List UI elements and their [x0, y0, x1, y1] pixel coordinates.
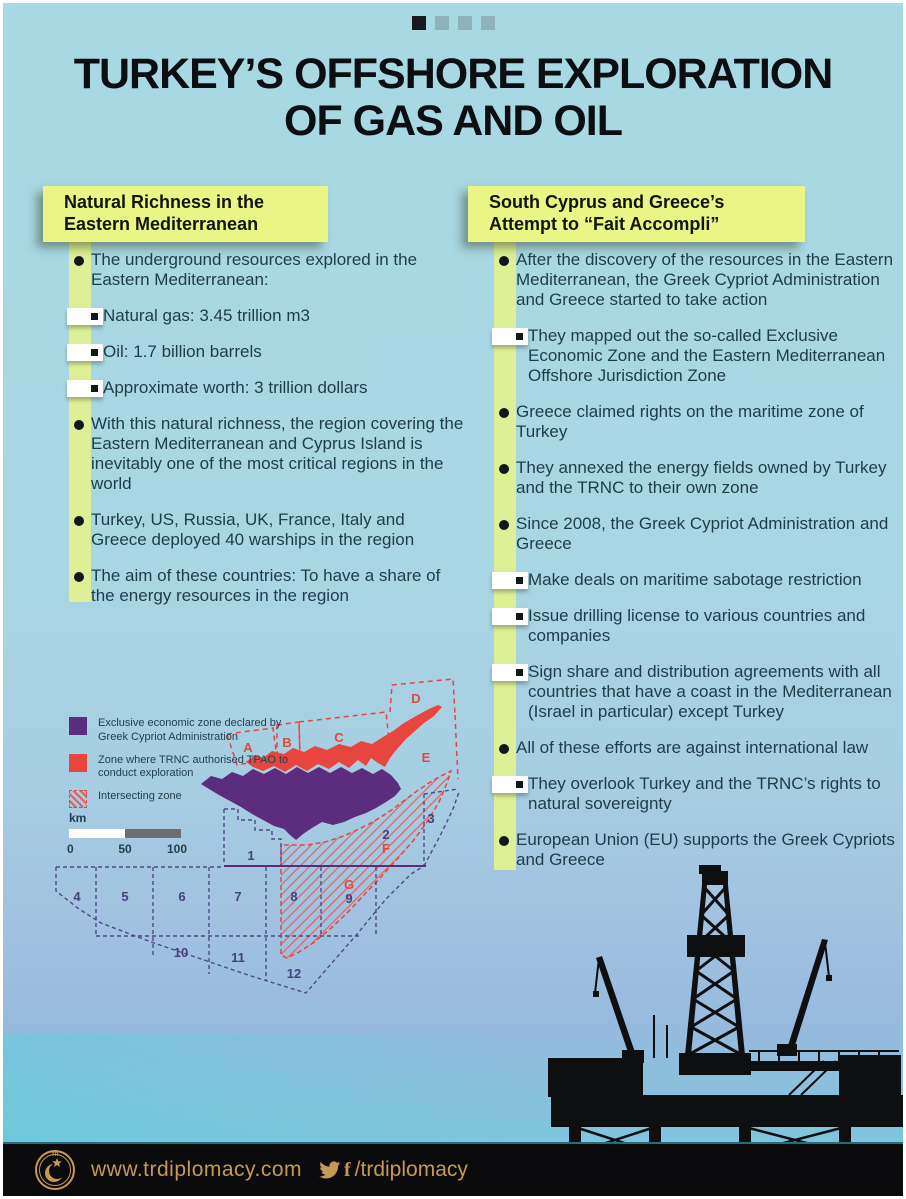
list-item — [468, 514, 906, 554]
list-item-text: All of these efforts are against international law — [516, 738, 869, 757]
list-item — [468, 402, 906, 442]
twitter-icon — [316, 1157, 342, 1183]
list-item — [43, 510, 465, 550]
website-link[interactable]: www.trdiplomacy.com — [91, 1158, 302, 1181]
block-label-12: 12 — [286, 966, 302, 981]
list-item — [468, 606, 906, 646]
bullet-dot-icon — [499, 520, 509, 530]
sub-bullet-bar-icon — [492, 328, 528, 345]
list-item-text: Turkey, US, Russia, UK, France, Italy and Greece deployed 40 warships in the region — [91, 510, 415, 549]
legend-row-trnc — [69, 754, 299, 782]
scale-tick: 100 — [166, 842, 187, 856]
list-item — [43, 378, 465, 398]
bullet-dot-icon — [74, 420, 84, 430]
footer-bar — [3, 1142, 903, 1196]
scale-unit: km — [69, 811, 87, 825]
right-column-header: South Cyprus and Greece’s Attempt to “Fait Accompli” — [468, 186, 805, 242]
list-item-text: Since 2008, the Greek Cypriot Administration and Greece — [516, 514, 889, 553]
list-item-text: Issue drilling license to various countries and companies — [528, 606, 866, 645]
zone-label-d: D — [411, 691, 421, 706]
zone-label-e: E — [421, 750, 431, 765]
list-item-text: Oil: 1.7 billion barrels — [103, 342, 262, 361]
list-item — [43, 566, 465, 606]
scale-bar-graphic — [69, 829, 181, 838]
trdiplomacy-logo — [33, 1148, 77, 1192]
zone-label-b: B — [282, 735, 292, 750]
list-item-text: European Union (EU) supports the Greek Cypriots and Greece — [516, 830, 895, 869]
social-links[interactable] — [316, 1157, 351, 1183]
list-item — [468, 738, 906, 758]
bullet-dot-icon — [499, 464, 509, 474]
bullet-dot-icon — [74, 572, 84, 582]
list-item-text: They overlook Turkey and the TRNC’s rights to natural sovereignty — [528, 774, 881, 813]
list-item — [468, 458, 906, 498]
legend-label: Exclusive economic zone declared by Greek Cypriot Administration — [98, 717, 282, 743]
sub-bullet-bar-icon — [492, 572, 528, 589]
zone-label-a: A — [243, 740, 253, 755]
oil-rig-silhouette — [539, 865, 906, 1153]
list-item-text: With this natural richness, the region covering the Eastern Mediterranean and Cyprus Island is inevitably one of the most critical regions in the world — [91, 414, 464, 493]
block-label-2: 2 — [382, 827, 390, 842]
scale-tick: 0 — [67, 842, 74, 856]
bullet-dot-icon — [499, 744, 509, 754]
block-label-4: 4 — [73, 889, 81, 904]
sub-bullet-bar-icon — [67, 380, 103, 397]
pagination-dot[interactable] — [458, 16, 472, 30]
legend-row-eez — [69, 717, 299, 745]
page-title — [3, 51, 903, 146]
zone-label-c: C — [334, 730, 344, 745]
bullet-dot-icon — [499, 408, 509, 418]
legend-label: Zone where TRNC authorised TPAO to conduct exploration — [98, 753, 289, 780]
pagination — [3, 16, 903, 30]
list-item-text: Make deals on maritime sabotage restriction — [528, 570, 862, 589]
map-legend — [69, 717, 299, 817]
zone-label-f: F — [382, 841, 390, 856]
page-title-line2: OF GAS AND OIL — [284, 97, 622, 146]
facebook-f-icon: f — [344, 1158, 351, 1181]
list-item — [468, 250, 906, 310]
list-item — [468, 830, 906, 870]
background-gradient-accent — [3, 1033, 523, 1148]
sub-bullet-bar-icon — [492, 776, 528, 793]
list-item — [43, 306, 465, 326]
block-label-1: 1 — [247, 848, 255, 863]
block-label-8: 8 — [290, 889, 298, 904]
block-label-10: 10 — [173, 945, 189, 960]
bullet-dot-icon — [499, 836, 509, 846]
list-item-text: Greece claimed rights on the maritime zone of Turkey — [516, 402, 864, 441]
pagination-dot[interactable] — [481, 16, 495, 30]
bullet-dot-icon — [499, 256, 509, 266]
zone-label-g: G — [343, 877, 355, 892]
cyprus-map — [41, 659, 471, 1014]
sub-bullet-bar-icon — [67, 308, 103, 325]
list-item — [43, 342, 465, 362]
legend-label: Intersecting zone — [98, 790, 182, 802]
block-label-7: 7 — [234, 889, 242, 904]
list-item — [468, 570, 906, 590]
sub-bullet-bar-icon — [67, 344, 103, 361]
bullet-dot-icon — [74, 256, 84, 266]
block-label-6: 6 — [178, 889, 186, 904]
hatched-swatch-icon — [69, 790, 87, 808]
list-item-text: Sign share and distribution agreements with all countries that have a coast in the Mediterranean (Israel in particular) except Turkey — [528, 662, 892, 721]
right-bullet-list — [468, 250, 906, 886]
pagination-dot[interactable] — [435, 16, 449, 30]
page-title-line1: TURKEY’S OFFSHORE EXPLORATION — [73, 50, 833, 98]
block-label-9: 9 — [345, 891, 353, 906]
list-item-text: The underground resources explored in the Eastern Mediterranean: — [91, 250, 418, 289]
logo-text: TR — [51, 1152, 59, 1158]
list-item-text: Approximate worth: 3 trillion dollars — [103, 378, 368, 397]
list-item — [468, 326, 906, 386]
social-handle[interactable]: /trdiplomacy — [354, 1158, 468, 1181]
column-natural-richness — [43, 186, 465, 605]
map-scale-bar — [67, 811, 187, 857]
block-label-5: 5 — [121, 889, 129, 904]
legend-row-intersecting — [69, 790, 299, 808]
column-fait-accompli — [468, 186, 906, 869]
scale-tick: 50 — [118, 842, 132, 856]
sub-bullet-bar-icon — [492, 664, 528, 681]
left-bullet-list — [43, 250, 465, 622]
list-item — [468, 774, 906, 814]
bullet-dot-icon — [74, 516, 84, 526]
purple-swatch-icon — [69, 717, 87, 735]
left-column-header: Natural Richness in the Eastern Mediterranean — [43, 186, 328, 242]
red-swatch-icon — [69, 754, 87, 772]
list-item — [43, 414, 465, 494]
list-item — [468, 662, 906, 722]
sub-bullet-bar-icon — [492, 608, 528, 625]
list-item-text: After the discovery of the resources in the Eastern Mediterranean, the Greek Cypriot Administration and Greece started to take action — [516, 250, 894, 309]
list-item-text: They annexed the energy fields owned by Turkey and the TRNC to their own zone — [516, 458, 887, 497]
list-item-text: Natural gas: 3.45 trillion m3 — [103, 306, 310, 325]
pagination-dot[interactable] — [412, 16, 426, 30]
list-item-text: They mapped out the so-called Exclusive Economic Zone and the Eastern Mediterranean Offshore Jurisdiction Zone — [528, 326, 886, 385]
list-item-text: The aim of these countries: To have a share of the energy resources in the region — [91, 566, 441, 605]
list-item — [43, 250, 465, 290]
block-label-3: 3 — [427, 811, 435, 826]
block-label-11: 11 — [231, 950, 245, 965]
